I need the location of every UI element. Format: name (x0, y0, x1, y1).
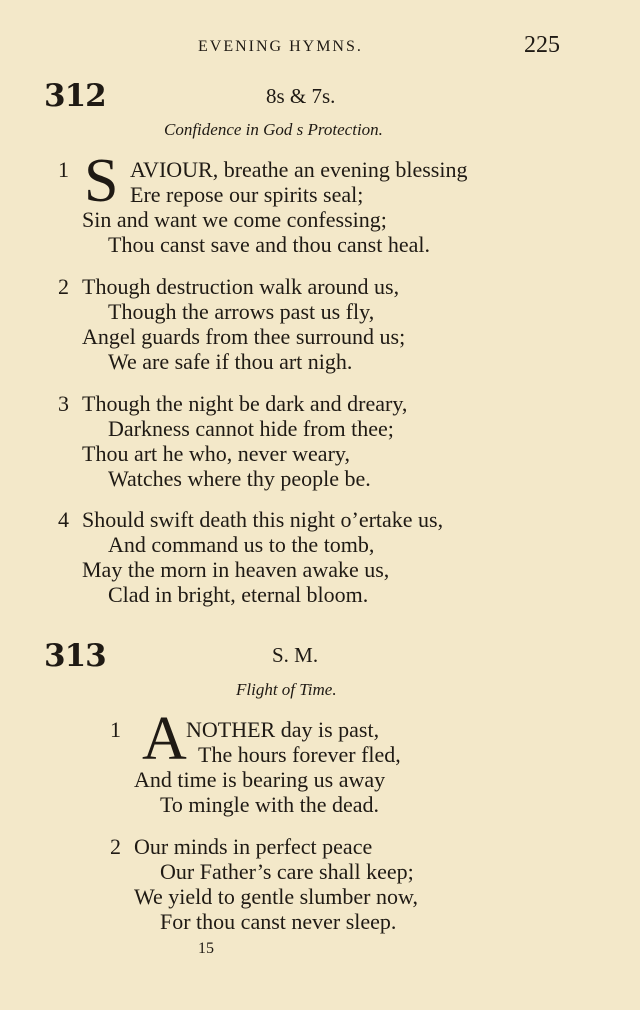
verse-line: Sin and want we come confessing; (82, 207, 387, 232)
verse-line: Angel guards from thee surround us; (82, 324, 406, 349)
running-title: EVENING HYMNS. (198, 38, 363, 55)
verse-line: We are safe if thou art nigh. (108, 349, 353, 374)
verse-line: Should swift death this night o’ertake us, (82, 507, 444, 532)
verse-line: To mingle with the dead. (160, 792, 380, 817)
verse-line: Ere repose our spirits seal; (130, 182, 364, 207)
verse-line: Darkness cannot hide from thee; (108, 416, 394, 441)
verse-line: Watches where thy people be. (108, 466, 371, 491)
hymn-number: 312 (44, 78, 106, 114)
verse-line: The hours forever fled, (198, 742, 401, 767)
hymn-title: Confidence in God s Protection. (164, 120, 383, 139)
verse-number: 1 (58, 157, 69, 182)
drop-cap: S (84, 147, 119, 215)
verse-line: Our minds in perfect peace (134, 834, 373, 859)
verse-line: Clad in bright, eternal bloom. (108, 582, 369, 607)
verse-number: 3 (58, 391, 69, 416)
verse-line: Thou canst save and thou canst heal. (108, 232, 430, 257)
verse-line: Though the arrows past us fly, (108, 299, 375, 324)
verse-line: Our Father’s care shall keep; (160, 859, 414, 884)
verse-line: We yield to gentle slumber now, (134, 884, 418, 909)
verse-line: Though the night be dark and dreary, (82, 391, 408, 416)
verse-line: May the morn in heaven awake us, (82, 557, 390, 582)
verse-line: NOTHER day is past, (186, 717, 380, 742)
running-head (0, 32, 640, 60)
verse-line: Thou art he who, never weary, (82, 441, 350, 466)
verse-number: 2 (58, 274, 69, 299)
hymn-meter: 8s & 7s. (266, 84, 336, 108)
page-number: 225 (524, 32, 560, 58)
hymn-meter: S. M. (272, 643, 319, 667)
verse-number: 4 (58, 507, 69, 532)
drop-cap: A (142, 705, 187, 773)
verse-number: 1 (110, 717, 121, 742)
verse-line: Though destruction walk around us, (82, 274, 400, 299)
verse-line: And time is bearing us away (134, 767, 386, 792)
verse-line: And command us to the tomb, (108, 532, 375, 557)
hymn-number: 313 (44, 638, 106, 674)
verse-line: AVIOUR, breathe an evening blessing (130, 157, 468, 182)
hymn-title: Flight of Time. (236, 680, 337, 699)
signature-mark: 15 (198, 940, 214, 957)
verse-number: 2 (110, 834, 121, 859)
verse-line: For thou canst never sleep. (160, 909, 397, 934)
